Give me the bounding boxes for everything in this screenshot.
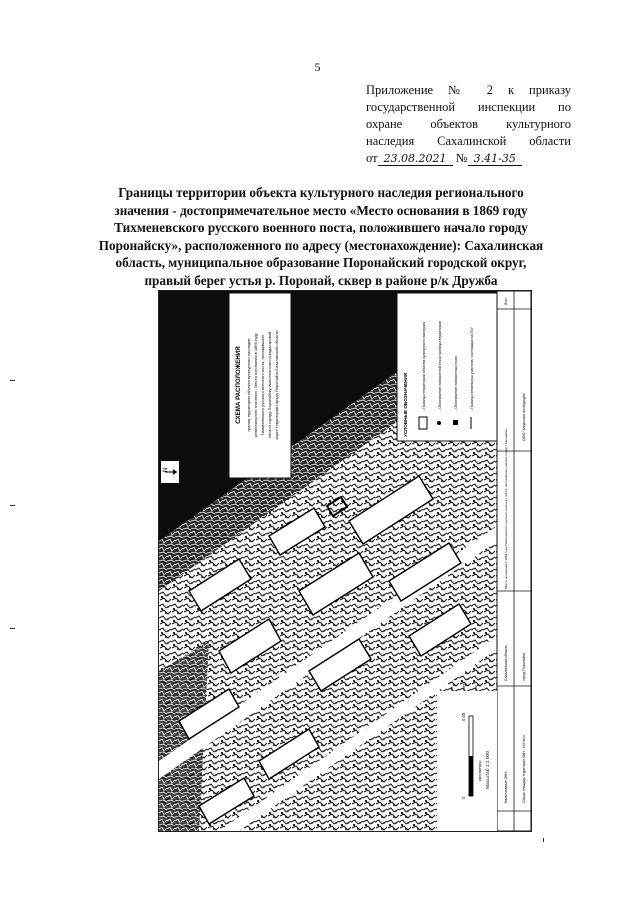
region-label: Сахалинская область [504, 644, 508, 681]
scan-mark [10, 380, 15, 381]
scale-bar-segment-filled [469, 756, 473, 796]
scale-text: Масштаб 1:1 000 [486, 751, 491, 789]
date-prefix: от [366, 151, 378, 165]
sheet-label: Лист [504, 297, 508, 305]
location-map-sheet [158, 290, 532, 832]
title-line: значения - достопримечательное место «Место основания в 1869 году [114, 202, 528, 218]
page-number: 5 [314, 60, 321, 74]
scale-unit: километры [477, 760, 482, 781]
document-title [86, 184, 556, 289]
handwritten-number: 3.41-35 [468, 152, 522, 166]
order-date-number [366, 150, 571, 167]
north-arrow-icon [161, 461, 179, 483]
title-line: Тихменевского русского военного поста, положившего начало городу [114, 220, 528, 235]
scheme-desc-line: регионального значения - Места основания в 1869 году [253, 333, 258, 437]
area-text: Общая площадь территории ОКН - 433 кв.м. [522, 734, 526, 803]
legend-box [397, 293, 497, 441]
legend-item: - Обозначение поворотной точки границы территории [438, 321, 442, 411]
handwritten-date: 23.08.2021 [378, 152, 453, 166]
title-line: Поронайску», расположенного по адресу (местонахождение): Сахалинская [98, 237, 544, 253]
legend-item: - Границы земельных участков, состоящих на ГКУ [470, 327, 474, 411]
object-name: Место основания в 1869 году Тихменевского русского военного поста, положившего начало городу Поронайску [504, 428, 508, 589]
legend-swatch-point [437, 421, 441, 425]
appendix-line: охране объектов культурного [366, 117, 571, 131]
object-label: Наименование ОКН: [504, 771, 508, 803]
title-line: Границы территории объекта культурного наследия регионального [118, 185, 524, 200]
scheme-desc-line: Тихменевского русского военного поста, положившего [260, 334, 265, 436]
north-label: N [163, 467, 169, 472]
appendix-line: наследия Сахалинской области [366, 134, 571, 148]
scheme-title: СХЕМА РАСПОЛОЖЕНИЯ [235, 346, 242, 424]
legend-title: УСЛОВНЫЕ ОБОЗНАЧЕНИЯ [403, 372, 408, 437]
org-name: ООО "Амурская экспедиция" [522, 392, 526, 441]
legend-swatch-turn [453, 420, 458, 425]
legend-item: - Обозначение поворотных точек [454, 355, 458, 411]
scan-mark [543, 838, 544, 842]
aerial-map [159, 291, 531, 831]
title-line: область, муниципальное образование Поронайский городской округ, [115, 255, 527, 270]
appendix-line: Приложение № 2 к приказу [366, 83, 571, 97]
scheme-desc-line: начало городу Поронайску, выполненная на кадастровой [267, 331, 272, 439]
appendix-header [366, 82, 571, 167]
scale-zero: 0 [461, 796, 466, 799]
appendix-line: государственной инспекции по [366, 100, 571, 114]
legend-item: - Границы территории объекта культурного наследия [422, 322, 426, 411]
scheme-desc-line: границ территории объекта культурного наследия [246, 338, 251, 432]
scheme-desc-line: карте территории города Поронайск Сахалинской области [274, 330, 279, 440]
scan-mark [10, 628, 15, 629]
scan-mark [10, 505, 15, 506]
number-prefix: № [455, 151, 468, 165]
city-label: город Поронайск [522, 652, 526, 681]
scale-mid: 0,05 [461, 712, 466, 721]
title-line: правый берег устья р. Поронай, сквер в районе р/к Дружба [144, 272, 498, 288]
